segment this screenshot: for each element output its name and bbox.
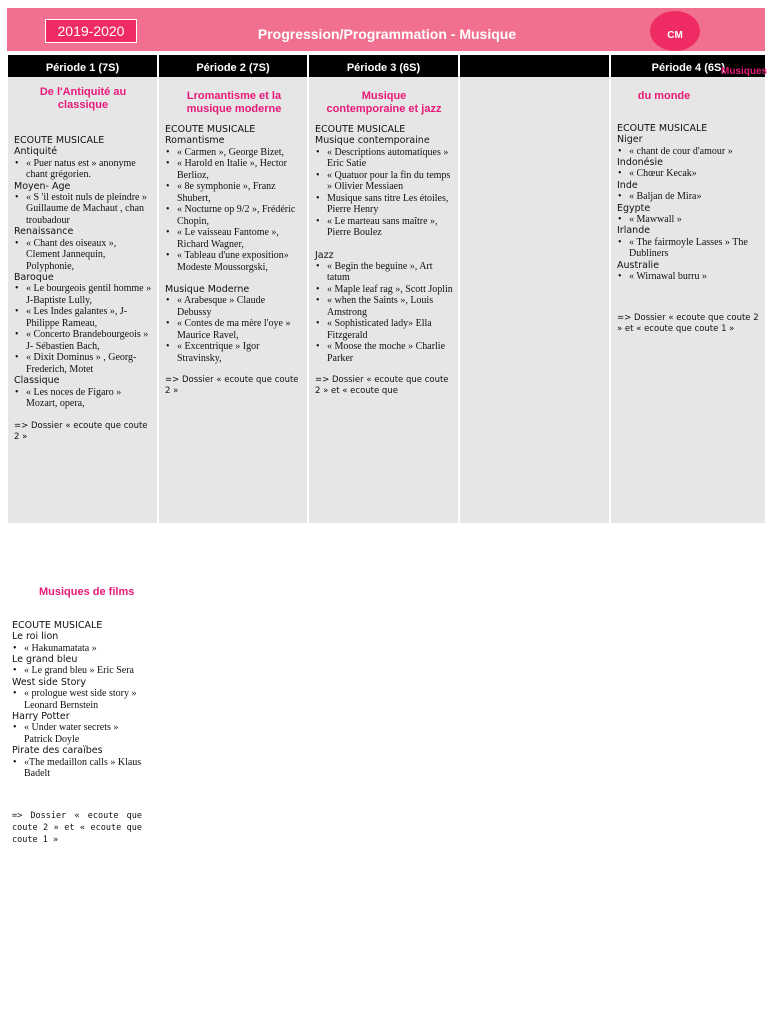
sub-heading: Antiquité bbox=[14, 146, 58, 158]
list-item: • « Carmen », George Bizet, bbox=[165, 147, 301, 159]
sub-heading: Harry Potter bbox=[12, 711, 70, 723]
list-item: • « Baljan de Mira» bbox=[617, 191, 760, 203]
films-title: Musiques de films bbox=[39, 586, 135, 598]
list-item: • «The medaillon calls » Klaus Badelt bbox=[12, 757, 142, 780]
sub-heading: Musique Moderne bbox=[165, 284, 250, 296]
period-1-cell bbox=[8, 77, 157, 523]
list-item: • « Concerto Brandebourgeois » J- Sébastien Bach, bbox=[14, 329, 152, 352]
list-item: • « Puer natus est » anonyme chant grégorien. bbox=[14, 158, 152, 181]
list-item: • « Moose the moche » Charlie Parker bbox=[315, 341, 453, 364]
list-item: • « Arabesque » Claude Debussy bbox=[165, 295, 301, 318]
sub-heading: Inde bbox=[617, 179, 638, 191]
page-title: Progression/Programmation - Musique bbox=[257, 26, 517, 42]
period-2-cell bbox=[159, 77, 307, 523]
list-item: • « Excentrique » Igor Stravinsky, bbox=[165, 341, 301, 364]
list-item: • « Le marteau sans maître », Pierre Boulez bbox=[315, 216, 453, 239]
dossier-note: => Dossier « ecoute que coute 2 » et « ecoute que bbox=[315, 375, 449, 397]
sub-heading: Renaissance bbox=[14, 226, 74, 238]
sub-heading: West side Story bbox=[12, 676, 86, 688]
sub-heading: Classique bbox=[14, 375, 60, 387]
period-3-title: Musique contemporaine et jazz bbox=[326, 90, 442, 115]
year-badge: 2019-2020 bbox=[45, 19, 137, 43]
period-4-content bbox=[617, 123, 760, 335]
list-item: • « Les noces de Figaro » Mozart, opera, bbox=[14, 387, 152, 410]
dossier-note: => Dossier « ecoute que coute 2 » et « ecoute que coute 1 » bbox=[617, 312, 759, 334]
period-1-title: De l'Antiquité au classique bbox=[39, 86, 127, 111]
sub-heading: Le grand bleu bbox=[12, 654, 78, 666]
list-item: • « Hakunamatata » bbox=[12, 643, 142, 655]
list-item: • « Harold en Italie », Hector Berlioz, bbox=[165, 158, 301, 181]
period-4-title-overhang: Musiques bbox=[721, 66, 768, 77]
empty-period-cell bbox=[460, 77, 609, 523]
list-item: • « Descriptions automatiques » Eric Satie bbox=[315, 147, 453, 170]
period-3-cell bbox=[309, 77, 458, 523]
list-item: • « S 'il estoit nuls de pleindre » Guillaume de Machaut , chan troubadour bbox=[14, 192, 152, 227]
section-heading: ECOUTE MUSICALE bbox=[617, 123, 708, 134]
period-3-content bbox=[315, 124, 453, 397]
list-item: • « Le bourgeois gentil homme » J-Baptiste Lully, bbox=[14, 283, 152, 306]
list-item: • « Chœur Kecak» bbox=[617, 168, 760, 180]
list-item: • « Tableau d'une exposition» Modeste Moussorgski, bbox=[165, 250, 301, 273]
dossier-note: => Dossier « ecoute que coute 2 » bbox=[14, 420, 148, 442]
list-item: • « Mawwall » bbox=[617, 214, 760, 226]
sub-heading: Pirate des caraïbes bbox=[12, 745, 103, 757]
sub-heading: Indonésie bbox=[617, 157, 663, 169]
list-item: • « Maple leaf rag », Scott Joplin bbox=[315, 284, 453, 296]
films-content bbox=[12, 620, 142, 846]
sub-heading: Musique contemporaine bbox=[315, 135, 430, 147]
period-header-2: Période 2 (7S) bbox=[159, 55, 307, 77]
sub-heading: Jazz bbox=[315, 249, 334, 261]
list-item: • Musique sans titre Les étoiles, Pierre Henry bbox=[315, 193, 453, 216]
sub-heading: Egypte bbox=[617, 202, 651, 214]
period-2-title: Lromantisme et la musique moderne bbox=[186, 90, 282, 115]
list-item: • « chant de cour d'amour » bbox=[617, 146, 760, 158]
sub-heading: Niger bbox=[617, 134, 643, 146]
list-item: • « Under water secrets » Patrick Doyle bbox=[12, 722, 142, 745]
list-item: • « Quatuor pour la fin du temps » Olivier Messiaen bbox=[315, 170, 453, 193]
sub-heading: Romantisme bbox=[165, 135, 225, 147]
page-header bbox=[7, 8, 765, 51]
list-item: • « Nocturne op 9/2 », Frédéric Chopin, bbox=[165, 204, 301, 227]
section-heading: ECOUTE MUSICALE bbox=[14, 135, 105, 146]
list-item: • « Le vaisseau Fantome », Richard Wagner, bbox=[165, 227, 301, 250]
period-1-content bbox=[14, 135, 152, 443]
sub-heading: Moyen- Age bbox=[14, 180, 71, 192]
period-header-1: Période 1 (7S) bbox=[8, 55, 157, 77]
period-header-empty bbox=[460, 55, 609, 77]
period-2-content bbox=[165, 124, 301, 397]
list-item: • « Begin the beguine », Art tatum bbox=[315, 261, 453, 284]
list-item: • « Les Indes galantes », J-Philippe Rameau, bbox=[14, 306, 152, 329]
section-heading: ECOUTE MUSICALE bbox=[315, 124, 406, 135]
sub-heading: Irlande bbox=[617, 225, 651, 237]
list-item: • « prologue west side story » Leonard Bernstein bbox=[12, 688, 142, 711]
list-item: • « Le grand bleu » Eric Sera bbox=[12, 665, 142, 677]
dossier-note: => Dossier « ecoute que coute 2 » bbox=[165, 375, 299, 397]
period-header-3: Période 3 (6S) bbox=[309, 55, 458, 77]
list-item: • « when the Saints », Louis Amstrong bbox=[315, 295, 453, 318]
period-header-4: Période 4 (6S) bbox=[611, 55, 765, 77]
list-item: • « Wirnawal burru » bbox=[617, 271, 760, 283]
level-badge: CM bbox=[650, 11, 700, 51]
list-item: • « The fairmoyle Lasses » The Dubliners bbox=[617, 237, 760, 260]
sub-heading: Baroque bbox=[14, 272, 54, 284]
period-4-title: du monde bbox=[637, 90, 691, 102]
sub-heading: Le roi lion bbox=[12, 631, 59, 643]
dossier-note: => Dossier « ecoute que coute 2 » et « ecoute que coute 1 » bbox=[12, 810, 142, 845]
list-item: • « Dixit Dominus » , Georg- Frederich, Motet bbox=[14, 352, 152, 375]
sub-heading: Australie bbox=[617, 259, 660, 271]
period-4-cell bbox=[611, 77, 765, 523]
list-item: • « 8e symphonie », Franz Shubert, bbox=[165, 181, 301, 204]
list-item: • « Sophisticated lady» Ella Fitzgerald bbox=[315, 318, 453, 341]
list-item: • « Contes de ma mère l'oye » Maurice Ravel, bbox=[165, 318, 301, 341]
list-item: • « Chant des oiseaux », Clement Jannequin, Polyphonie, bbox=[14, 238, 152, 273]
section-heading: ECOUTE MUSICALE bbox=[12, 620, 103, 631]
section-heading: ECOUTE MUSICALE bbox=[165, 124, 256, 135]
